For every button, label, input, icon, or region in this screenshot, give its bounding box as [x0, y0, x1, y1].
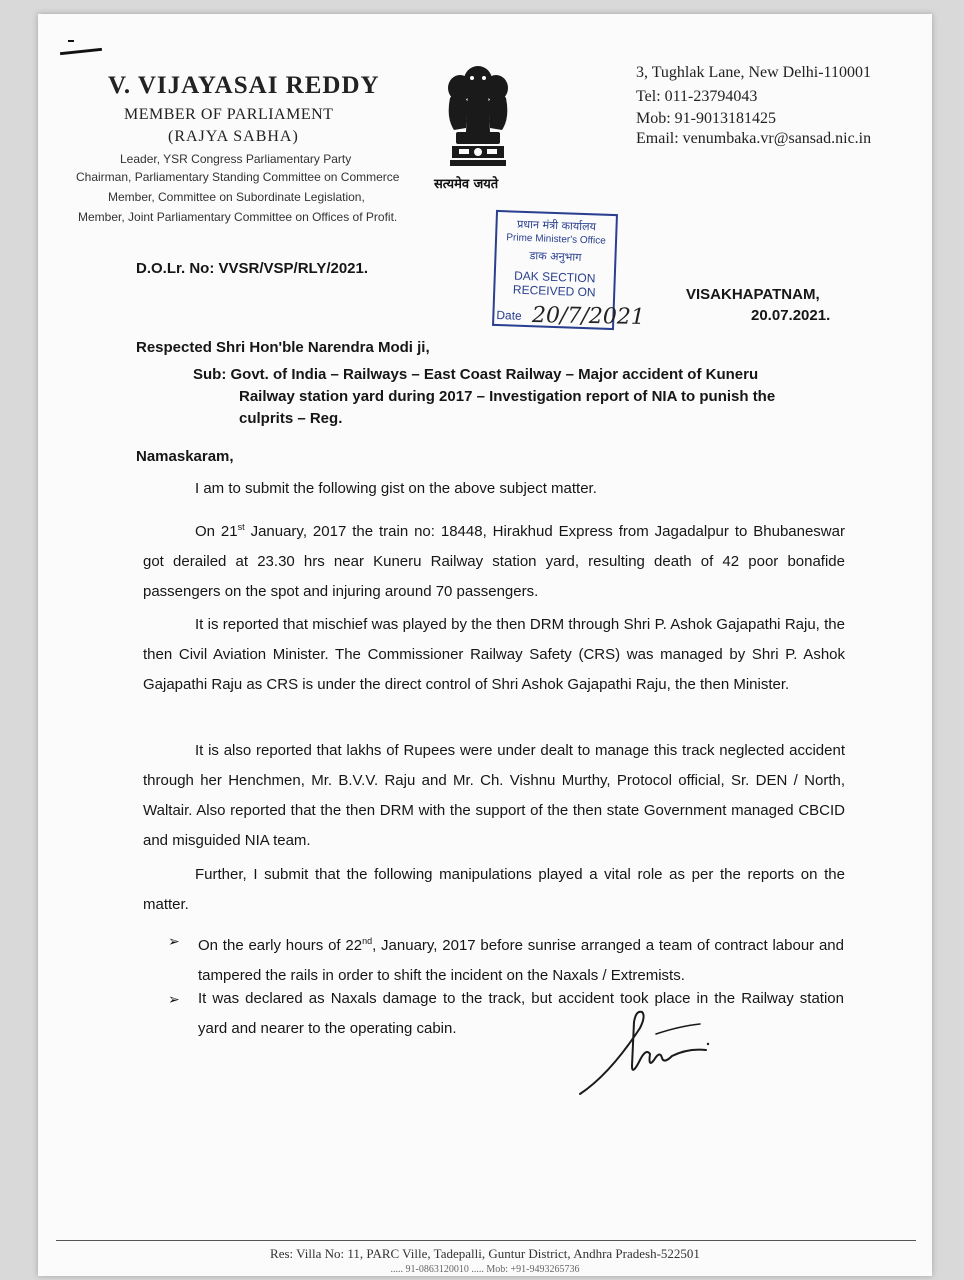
emblem-motto: सत्यमेव जयते [434, 177, 499, 192]
sender-house: (RAJYA SABHA) [168, 128, 299, 145]
sender-role: Member, Committee on Subordinate Legislation, [108, 190, 365, 204]
letter-date: 20.07.2021. [751, 307, 831, 324]
paragraph-text: Further, I submit that the following manipulations played a vital role as per the reports on the matter. [143, 866, 845, 913]
stamp-line: RECEIVED ON [512, 282, 596, 300]
sender-tel: Tel: 011-23794043 [636, 88, 758, 105]
list-item-text: On the early hours of 22 [198, 937, 363, 954]
paragraph-text: It is reported that mischief was played by the then DRM through Shri P. Ashok Gajapathi Raju, the then Civil Aviation Minister. The Commissioner Railway Safety (CRS) was managed by Shri P. Ashok Gajapathi Raju as CRS is under the direct control of Shri Ashok Gajapathi Raju, the then Minister. [143, 616, 845, 693]
paragraph-text: January, 2017 the train no: 18448, Hirakhud Express from Jagadalpur to Bhubaneswar got derailed at 23.30 hrs near Kuneru Railway station yard, resulting death of 42 poor bonafide passengers on the spot and injuring around 70 passengers. [143, 523, 845, 600]
paragraph [143, 512, 845, 607]
sender-name: V. VIJAYASAI REDDY [108, 72, 380, 99]
greeting: Namaskaram, [136, 448, 234, 465]
stamp-handwritten-date: 20/7/2021 [531, 303, 646, 330]
list-item [168, 926, 844, 991]
arrow-bullet-icon: ➢ [168, 933, 180, 949]
list-item-text: , January, 2017 before sunrise arranged a team of contract labour and tampered the rails in order to shift the incident on the Naxals / Extremists. [198, 937, 844, 984]
paragraph [143, 610, 845, 700]
stamp-line: DAK SECTION [513, 268, 596, 286]
reference-number: D.O.Lr. No: VVSR/VSP/RLY/2021. [136, 260, 369, 277]
ordinal-suffix: st [237, 522, 245, 532]
pen-mark [60, 48, 102, 55]
stamp-line: प्रधान मंत्री कार्यालय [516, 217, 597, 234]
paragraph-text: I am to submit the following gist on the above subject matter. [195, 480, 597, 497]
letter-page [38, 14, 932, 1276]
list-item [168, 984, 844, 1044]
list-item-text: It was declared as Naxals damage to the track, but accident took place in the Railway station yard and nearer to the operating cabin. [198, 990, 844, 1037]
sender-mobile: Mob: 91-9013181425 [636, 110, 776, 127]
footer-contact: ..... 91-0863120010 ..... Mob: +91-9493265736 [390, 1264, 580, 1275]
ordinal-suffix: nd [362, 936, 373, 946]
letter-place: VISAKHAPATNAM, [686, 286, 820, 303]
sender-email: Email: venumbaka.vr@sansad.nic.in [636, 130, 872, 147]
stamp-line: डाक अनुभाग [529, 249, 582, 264]
sender-role: Leader, YSR Congress Parliamentary Party [120, 152, 352, 166]
footer-residence: Res: Villa No: 11, PARC Ville, Tadepalli, Guntur District, Andhra Pradesh-522501 [270, 1246, 700, 1261]
paragraph-text: On 21 [195, 523, 238, 540]
footer-divider [56, 1240, 916, 1241]
salutation: Respected Shri Hon'ble Narendra Modi ji, [136, 339, 430, 356]
handwritten-signature [570, 1004, 710, 1100]
paragraph [143, 860, 845, 920]
paragraph [143, 736, 845, 856]
subject-continuation: Railway station yard during 2017 – Investigation report of NIA to punish the culprits – Reg. [239, 388, 776, 427]
sender-title: MEMBER OF PARLIAMENT [124, 106, 334, 123]
stamp-date-label: Date [496, 307, 522, 323]
subject [193, 364, 833, 430]
stamp-line: Prime Minister's Office [506, 232, 606, 247]
sender-role: Member, Joint Parliamentary Committee on Offices of Profit. [78, 210, 398, 224]
paragraph-text: It is also reported that lakhs of Rupees were under dealt to manage this track neglected accident through her Henchmen, Mr. B.V.V. Raju and Mr. Ch. Vishnu Murthy, Protocol official, Sr. DEN / North, Waltair. Also reported that the then DRM with the support of the then state Government managed CBCID and misguided NIA team. [143, 742, 845, 849]
pen-mark [68, 40, 74, 42]
sender-address: 3, Tughlak Lane, New Delhi-110001 [636, 64, 871, 81]
sender-role: Chairman, Parliamentary Standing Committee on Commerce [76, 170, 400, 184]
paragraph [143, 474, 845, 504]
arrow-bullet-icon: ➢ [168, 991, 180, 1007]
subject-line: Sub: Govt. of India – Railways – East Coast Railway – Major accident of Kuneru [193, 366, 759, 383]
